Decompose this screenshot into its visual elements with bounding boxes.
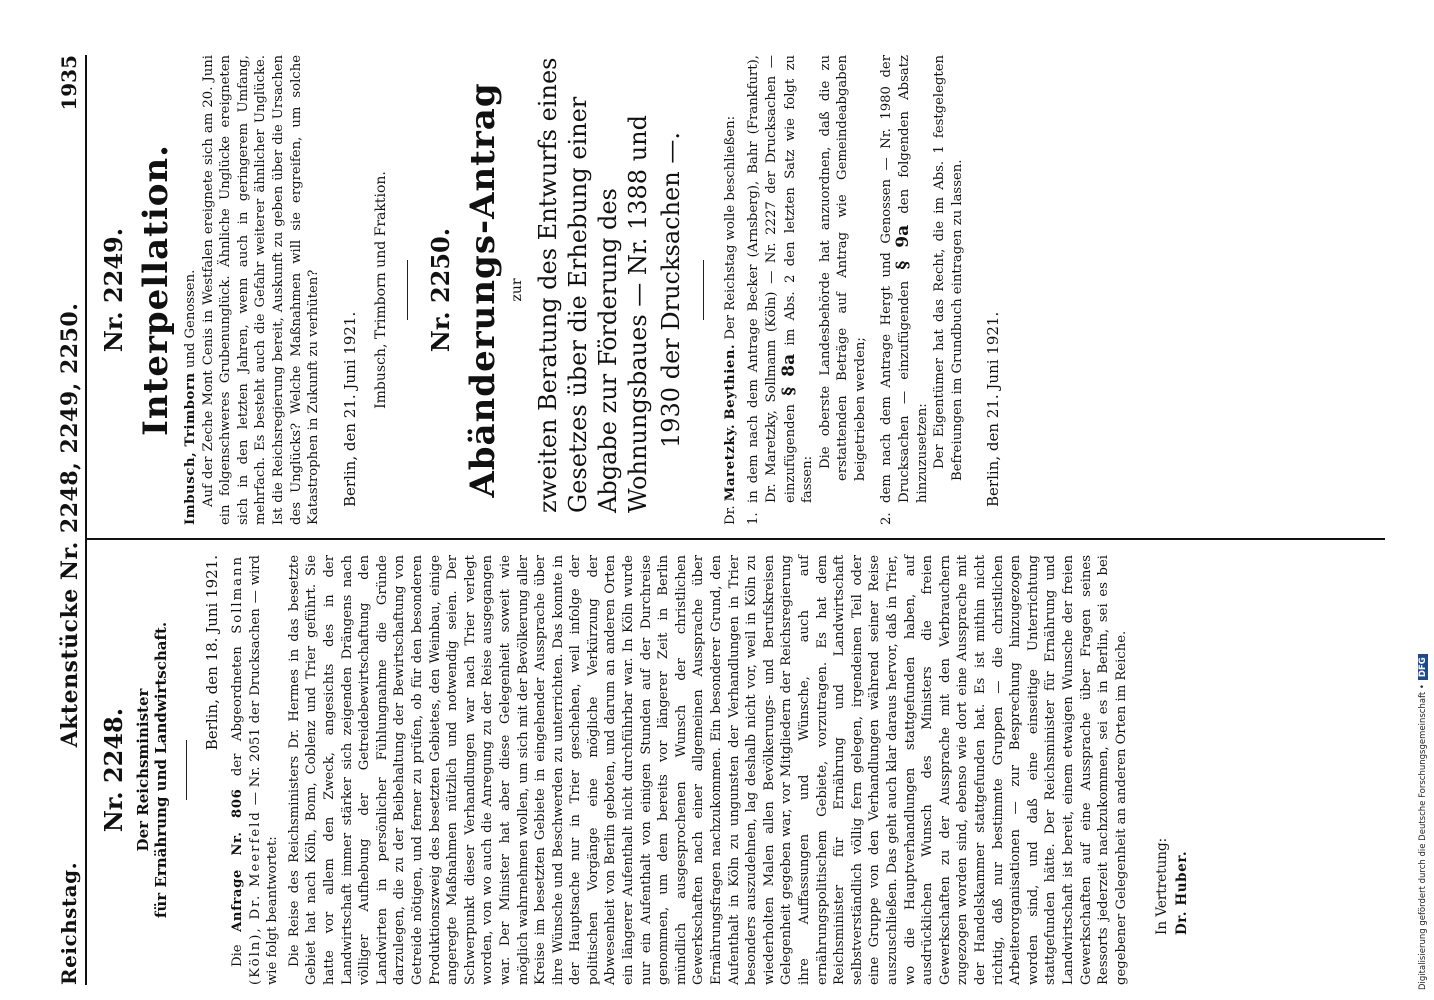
doc-2250-intro: Dr. Maretzky. Beythien. Der Reichstag wolle beschließen: bbox=[722, 115, 738, 525]
doc-2248-number: Nr. 2248. bbox=[99, 707, 128, 833]
column-divider bbox=[87, 538, 1385, 540]
item-2-quote: Der Eigentümer hat das Recht, die im Abs. 1 festgelegten Befreiungen im Grundbuch eintragen zu lassen. bbox=[932, 55, 965, 481]
doc-2250-zur: zur bbox=[508, 278, 525, 302]
doc-2250-bill-tail: 1930 der Drucksachen —. bbox=[656, 132, 685, 448]
header-aktenstuecke: Aktenstücke Nr. 2248, 2249, 2250. bbox=[57, 302, 83, 748]
doc-2248-body: Die Reise des Reichsministers Dr. Hermes in das besetzte Gebiet hat nach Köln, Bonn, Coblenz und Trier geführt. Sie hatte vor allem den Zweck, angesichts des in der Landwirtschaft immer stärker sich zeigenden Drängens nach völliger Aufhebung der Getreidebewirtschaftung den Landwirten in persönlicher Fühlungnahme die Gründe darzulegen, die zu der Beibehaltung der Bewirtschaftung von Getreide nötigen, und ferner zu prüfen, ob für den besonderen Produktionszweig des besetzten Gebietes, den Weinbau, einige angeregte Maßnahmen nützlich und notwendig seien. Der Schwerpunkt dieser Verhandlungen war nach Trier verlegt worden, von wo auch die Anregung zu der Reise ausgegangen war. Der Minister hat aber diese Gelegenheit soweit wie möglich wahrnehmen wollen, um sich mit der Bevölkerung aller Kreise im besetzten Gebiete in eingehender Aussprache über ihre Wünsche und Beschwerden zu unterrichten. Das konnte in der Hauptsache nur in Trier geschehen, weil infolge der politischen Vorgänge eine mögliche Verkürzung der Abwesenheit von Berlin geboten, und darum an anderen Orten ein längerer Aufenthalt nicht durchführbar war. In Köln wurde nur ein Aufenthalt von einigen Stunden auf der Durchreise genommen, um dem bereits vor längerer Zeit in Berlin mündlich ausgesprochenen Wunsch der christlichen Gewerkschaften nach einer allgemeinen Aussprache über Ernährungsfragen nachzukommen. Ein besonderer Grund, den Aufenthalt in Köln zu ungunsten der Verhandlungen in Trier besonders auszudehnen, lag deshalb nicht vor, weil in Köln zu wiederholten Malen allen Bevölkerungs- und Berufskreisen Gelegenheit gegeben war, vor Mitgliedern der Reichsregierung ihre Auffassungen und Wünsche, auch auf ernährungspolitischem Gebiete, vorzutragen. Es hat dem Reichsminister für Ernährung und Landwirtschaft selbstverständlich völlig fern gelegen, irgendeinen Teil oder eine Gruppe von den Verhandlungen während seiner Reise auszuschließen. Das geht auch klar daraus hervor, daß in Trier, wo die Hauptverhandlungen stattgefunden haben, auf ausdrücklichen Wunsch des Ministers die freien Gewerkschaften zu der Aussprache mit den Verbrauchern zugezogen worden sind, ebenso wie dort eine Aussprache mit der Handelskammer stattgefunden hat. Es ist mithin nicht richtig, daß nur bestimmte Gruppen — die christlichen Arbeiterorganisationen — zur Besprechung hinzugezogen worden sind, und daß eine einseitige Unterrichtung stattgefunden hätte. Der Reichsminister für Ernährung und Landwirtschaft ist bereit, einem etwaigen Wunsche der freien Gewerkschaften auf eine Aussprache über Fragen seines Ressorts jederzeit nachzukommen, sei es in Berlin, sei es bei gegebener Gelegenheit an anderen Orten im Reiche. bbox=[286, 555, 1129, 985]
divider bbox=[703, 260, 704, 320]
credit-text: Digitalisierung gefördert durch die Deutsche Forschungsgemeinschaft • bbox=[1418, 684, 1428, 990]
doc-2249-body: Auf der Zeche Mont Cenis in Westfalen ereignete sich am 20. Juni ein folgenschweres Grubenunglück. Ähnliche Unglücke ereigneten sich in den letzten Jahren, wenn auch in geringerem Umfang, mehrfach. Es besteht auch die Gefahr weiterer ähnlicher Unglücke. Ist die Reichsregierung bereit, Auskunft zu geben über die Ursachen des Unglücks? Welche Maßnahmen will sie ergreifen, um solche Katastrophen in Zukunft zu verhüten? bbox=[200, 55, 322, 525]
dfg-credit bbox=[1418, 654, 1428, 990]
signature-line-1: In Vertretung: bbox=[1154, 837, 1171, 935]
doc-2248-signature bbox=[1152, 555, 1192, 935]
header-rule bbox=[85, 55, 87, 985]
doc-2248-date: Berlin, den 18. Juni 1921. bbox=[203, 555, 221, 751]
list-item: 2. dem nach dem Antrage Hergt und Genossen — Nr. 1980 der Drucksachen — einzufügenden § 9a den folgenden Absatz hinzuzusetzen: Der Eigentümer hat das Recht, die im Abs. 1 festgelegten Befreiungen im Grundbuch eintragen zu lassen. bbox=[878, 55, 965, 525]
doc-2248-sender bbox=[134, 555, 170, 985]
divider bbox=[407, 260, 408, 320]
document-page bbox=[55, 55, 1385, 985]
signature-line-2: Dr. Huber. bbox=[1174, 850, 1191, 935]
column-left bbox=[95, 555, 1192, 985]
page-number: 1935 bbox=[57, 55, 81, 111]
dfg-logo: DFG bbox=[1418, 654, 1428, 680]
list-item: 1. in dem nach dem Antrage Becker (Arnsberg), Bahr (Frankfurt), Dr. Maretzky, Sollmann (Köln) — Nr. 2227 der Drucksachen — einzufügenden § 8a im Abs. 2 den letzten Satz wie folgt zu fassen: Die oberste Landesbehörde hat anzuordnen, daß die zu erstattenden Beträge auf Antrag wie Gemeindeabgaben beigetrieben werden; bbox=[746, 54, 868, 525]
header-reichstag: Reichstag. bbox=[57, 861, 81, 985]
doc-2250-number: Nr. 2250. bbox=[425, 227, 455, 353]
sender-line-1: Der Reichsminister bbox=[134, 688, 152, 852]
doc-2250-date: Berlin, den 21. Juni 1921. bbox=[984, 311, 1003, 507]
doc-2250-title: Abänderungs-Antrag bbox=[462, 82, 503, 498]
doc-2249-authors: Imbusch, Trimborn und Genossen. bbox=[183, 269, 198, 525]
divider bbox=[186, 740, 187, 800]
doc-2250-bill-title: zweiten Beratung des Entwurfs eines Gesetzes über die Erhebung einer Abgabe zur Förderung des Wohnungsbaues — Nr. 1388 und bbox=[533, 57, 652, 513]
doc-2250-items bbox=[745, 55, 966, 525]
doc-2249-signoff: Imbusch, Trimborn und Fraktion. bbox=[372, 171, 389, 409]
doc-2248-intro: Die Anfrage Nr. 806 der Abgeordneten Sollmann (Köln), Dr. Meerfeld — Nr. 2051 der Drucksachen — wird wie folgt beantwortet: bbox=[230, 555, 281, 985]
doc-2249-number: Nr. 2249. bbox=[99, 227, 128, 353]
page-header bbox=[55, 55, 83, 985]
doc-2249-title: Interpellation. bbox=[136, 144, 176, 436]
item-1-quote: Die oberste Landesbehörde hat anzuordnen, daß die zu erstattenden Beträge auf Antrag wie Gemeindeabgaben beigetrieben werden; bbox=[817, 55, 868, 481]
sender-line-2: für Ernährung und Landwirtschaft. bbox=[152, 621, 170, 919]
doc-2249-date: Berlin, den 21. Juni 1921. bbox=[340, 311, 359, 507]
column-right bbox=[95, 55, 1012, 525]
